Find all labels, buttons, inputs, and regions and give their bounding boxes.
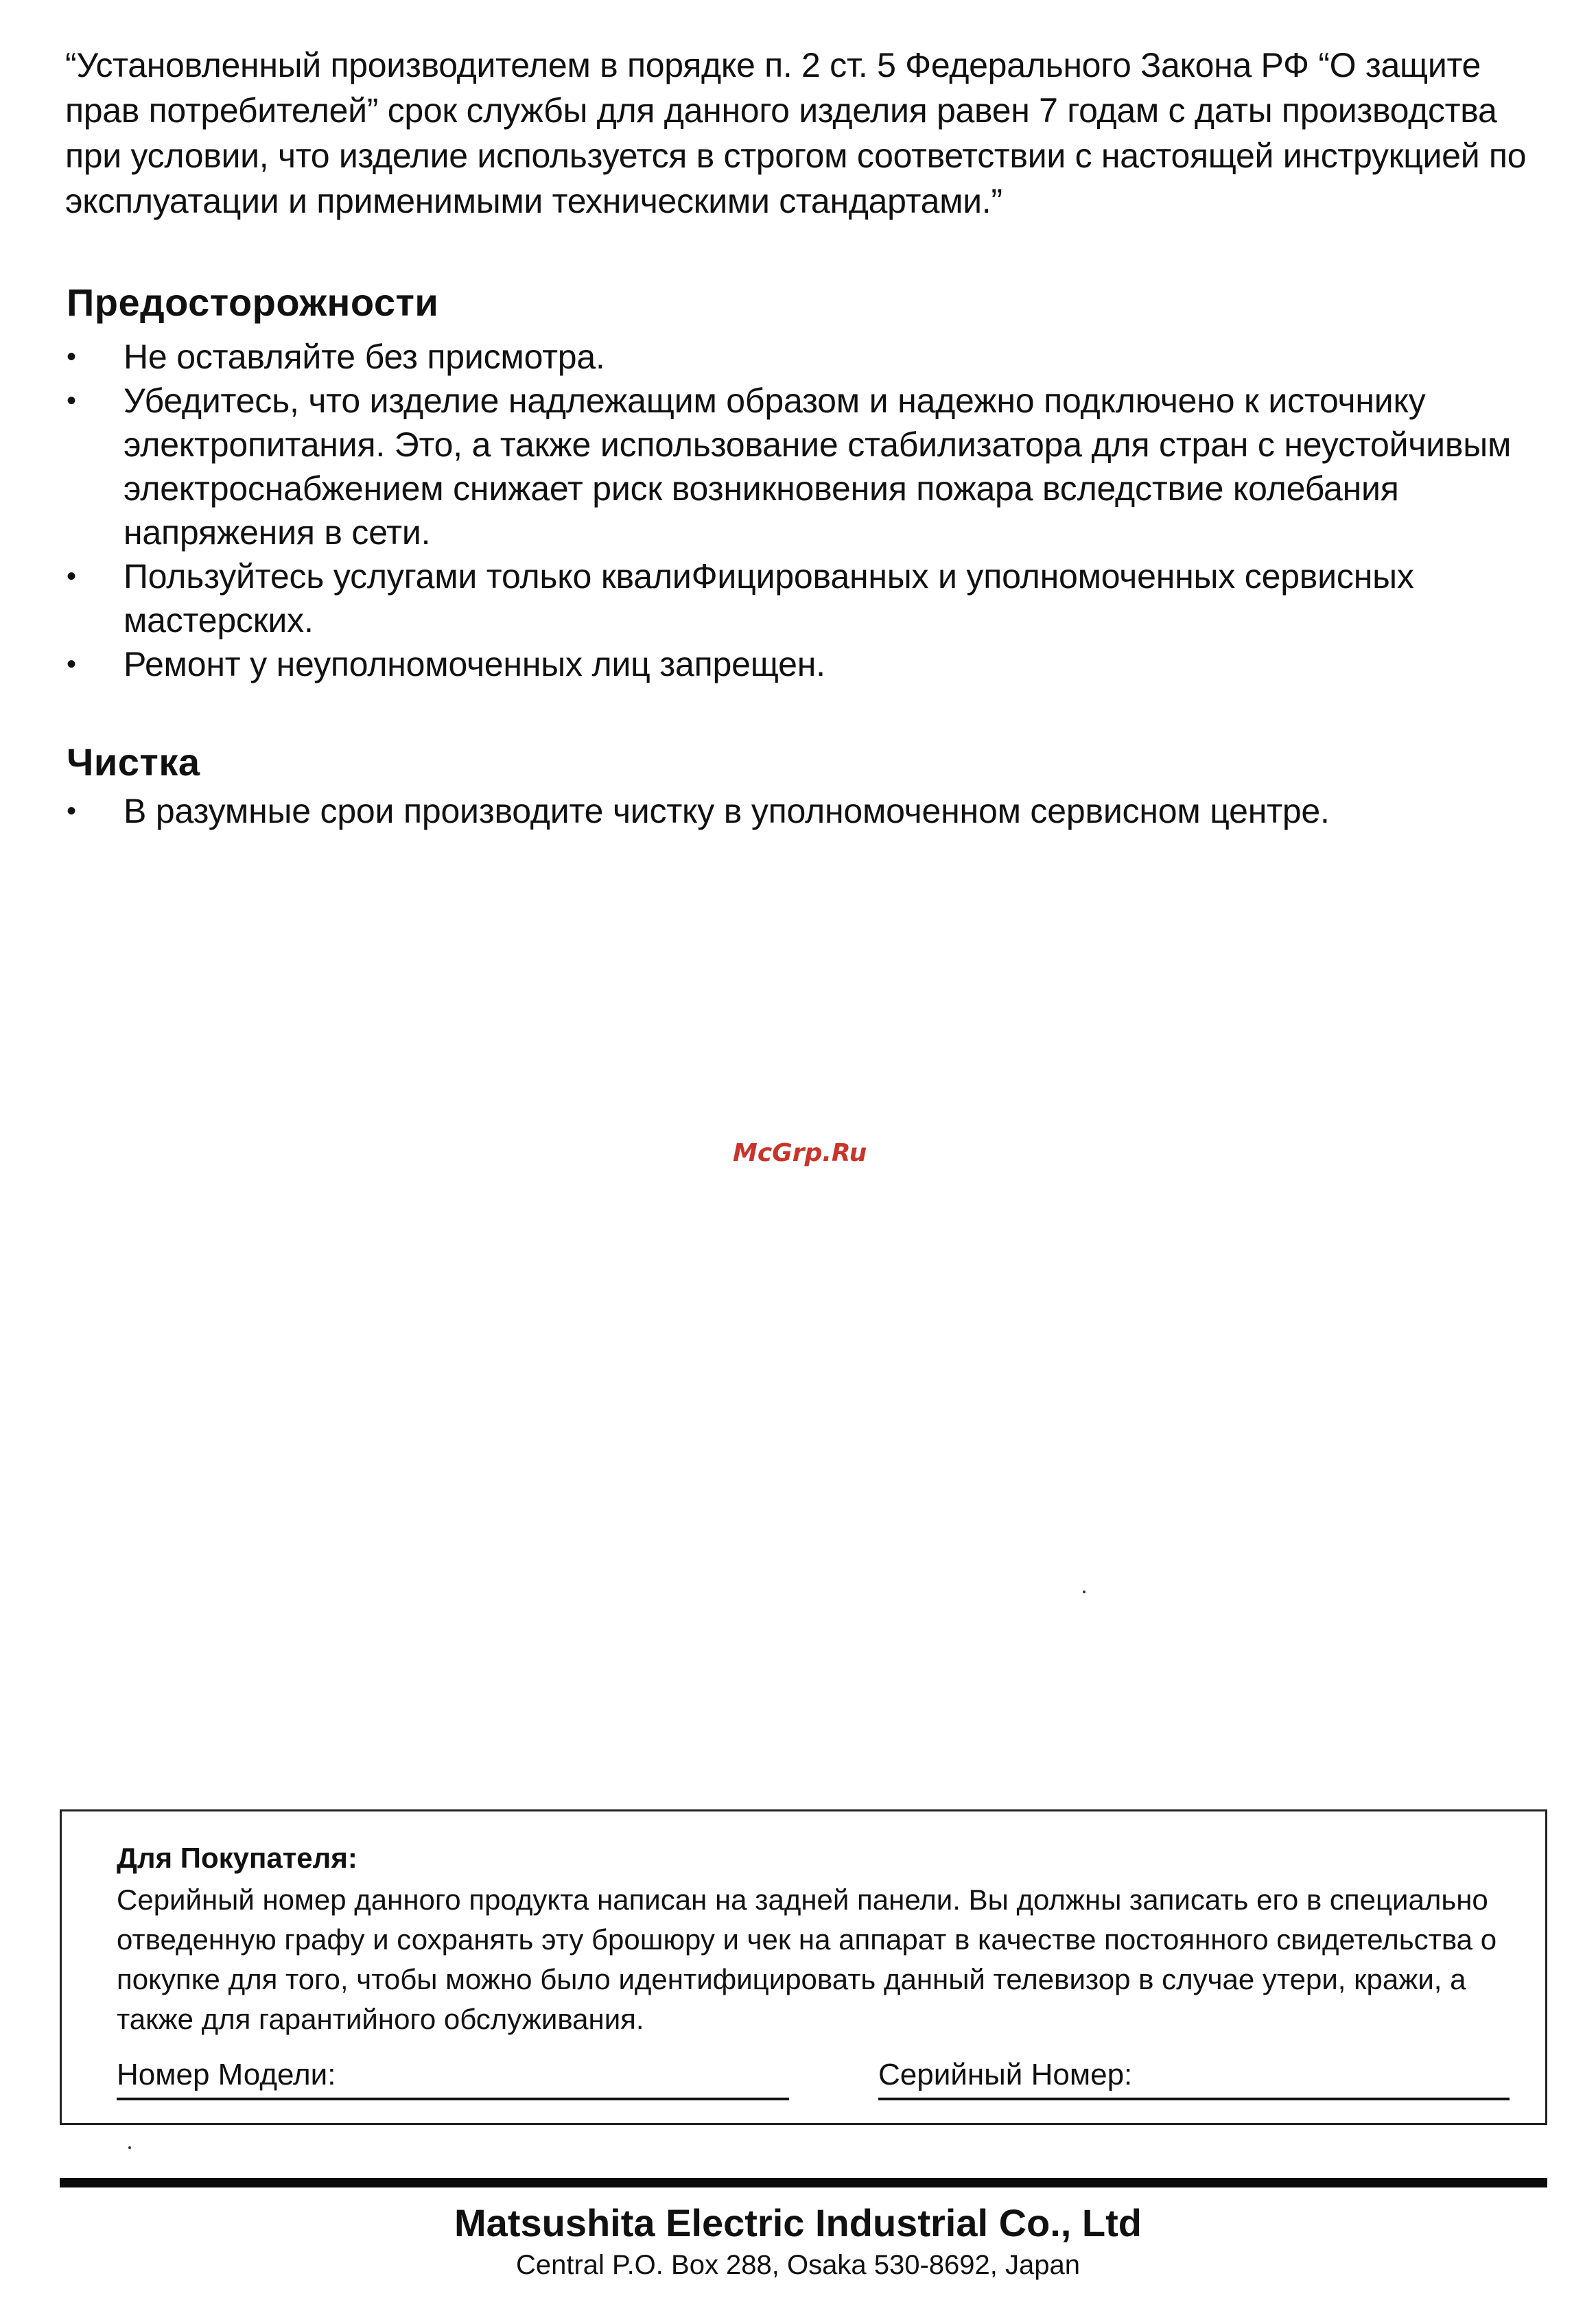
cleaning-list bbox=[67, 789, 1542, 833]
serial-number-field bbox=[878, 2055, 1510, 2100]
cleaning-heading: Чистка bbox=[67, 740, 200, 784]
list-item: • Ремонт у неуполномоченных лиц запрещен. bbox=[67, 642, 1542, 686]
company-address: Central P.O. Box 288, Osaka 530-8692, Japan bbox=[515, 2250, 1080, 2280]
list-item: • Пользуйтесь услугами только квалиФицированных и уполномоченных сервисных мастерских. bbox=[67, 554, 1542, 642]
watermark: McGrp.Ru bbox=[733, 1139, 867, 1167]
footer-rule bbox=[60, 2178, 1547, 2187]
list-item: • Не оставляйте без присмотра. bbox=[67, 335, 1542, 379]
scan-speck bbox=[1083, 1591, 1085, 1593]
customer-record-box bbox=[60, 1809, 1547, 2125]
customer-box-title: Для Покупателя: bbox=[117, 1842, 357, 1874]
service-life-statement: “Установленный производителем в порядке п. 2 ст. 5 Федерального Закона РФ “О защите прав потребителей” срок службы для данного изделия равен 7 годам с даты производства при условии, что изделие используется в строгом соответствии с настоящей инструкцией по эксплуатации и применимыми техническими стандартами.” bbox=[65, 46, 1527, 220]
precautions-heading: Предосторожности bbox=[67, 281, 439, 324]
company-name: Matsushita Electric Industrial Co., Ltd bbox=[454, 2201, 1142, 2244]
scan-speck bbox=[128, 2146, 131, 2149]
list-item: • В разумные срои производите чистку в уполномоченном сервисном центре. bbox=[67, 789, 1542, 833]
model-number-field bbox=[117, 2055, 789, 2100]
customer-box-text: Серийный номер данного продукта написан на задней панели. Вы должны записать его в специально отведенную графу и сохранять эту брошюру и чек на аппарат в качестве постоянного свидетельства о покупке для того, чтобы можно было идентифицировать данный телевизор в случае утери, кражи, а также для гарантийного обслуживания. bbox=[117, 1884, 1497, 2035]
model-number-label: Номер Модели: bbox=[117, 2058, 336, 2091]
list-item: • Убедитесь, что изделие надлежащим образом и надежно подключено к источнику электропитания. Это, а также использование стабилизатора для стран с неустойчивым электроснабжением снижает риск возникновения пожара вследствие колебания напряжения в сети. bbox=[67, 379, 1542, 554]
precautions-list bbox=[67, 335, 1542, 686]
serial-number-label: Серийный Номер: bbox=[878, 2058, 1133, 2091]
